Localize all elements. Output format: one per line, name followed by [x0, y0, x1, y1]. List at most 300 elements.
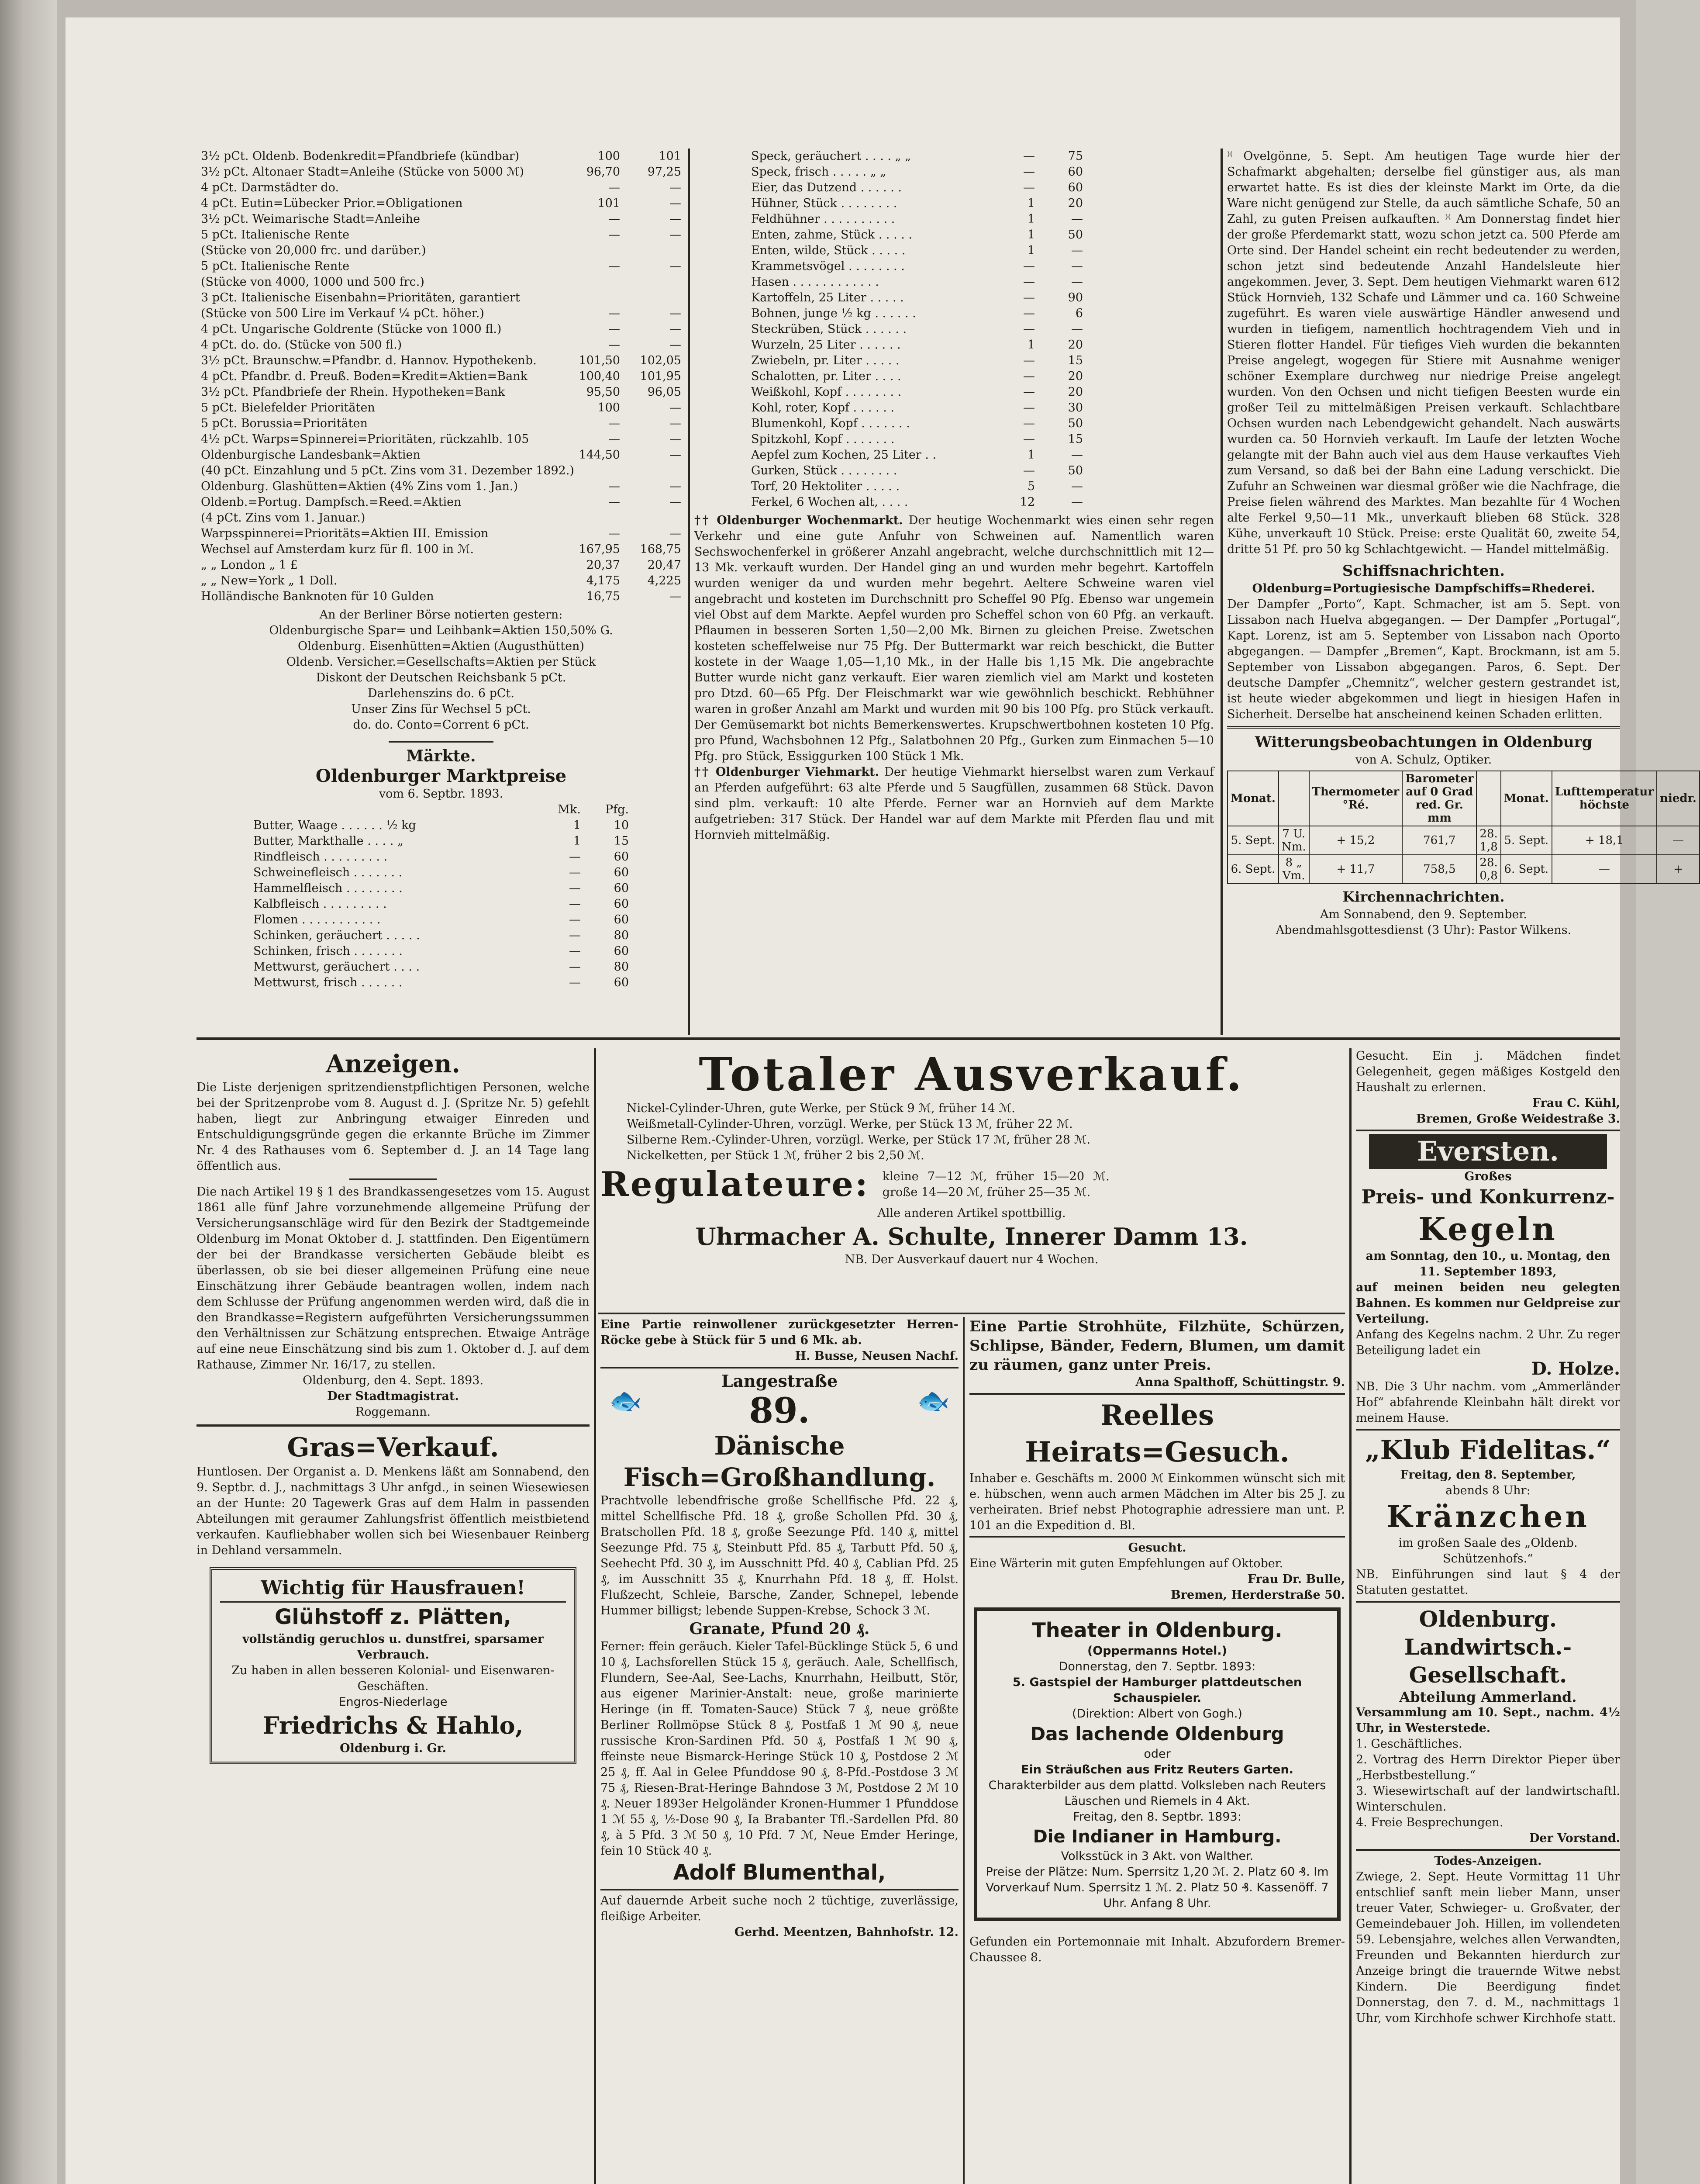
fish-icon-left: 🐟 — [609, 1386, 642, 1416]
market-row — [751, 149, 1083, 164]
market-mk: — — [1023, 322, 1035, 336]
market-item: Hammelfleisch . . . . . . . . — [253, 881, 403, 895]
market-mk: — — [1023, 291, 1035, 304]
finance-row — [201, 557, 681, 573]
finance-label: (4 pCt. Zins vom 1. Januar.) — [201, 511, 366, 525]
finance-row — [201, 211, 681, 227]
finance-value-bid: 100,40 — [579, 370, 620, 383]
ausverkauf-lines — [600, 1101, 1343, 1164]
market-mk: 1 — [573, 834, 581, 848]
market-header-pfg: Pfg. — [605, 803, 629, 816]
theater-dir: (Direktion: Albert von Gogh.) — [1072, 1707, 1242, 1721]
finance-row — [201, 526, 681, 542]
eversten-nb: NB. Die 3 Uhr nachm. vom „Ammerländer Hof“ abfahrende Kleinbahn hält direkt vor meinem Hause. — [1356, 1380, 1620, 1425]
market-row — [751, 369, 1083, 384]
klub-nb: NB. Einführungen sind laut § 4 der Statuten gestattet. — [1356, 1568, 1620, 1597]
market-row — [751, 243, 1083, 259]
maedchen-sign-1: Frau C. Kühl, — [1532, 1096, 1620, 1110]
market-mk: — — [1023, 385, 1035, 399]
finance-note: An der Berliner Börse notierten gestern: — [319, 608, 563, 622]
finance-label: 3 pCt. Italienische Eisenbahn=Prioritäten, garantiert — [201, 291, 520, 304]
market-item: Wurzeln, 25 Liter . . . . . . — [751, 338, 901, 352]
market-item: Flomen . . . . . . . . . . . — [253, 913, 381, 926]
market-item: Rindfleisch . . . . . . . . . — [253, 850, 388, 864]
weather-cell: + 11,7 — [1309, 855, 1403, 884]
finance-value-bid: 20,37 — [586, 558, 620, 572]
finance-label: 5 pCt. Italienische Rente — [201, 228, 350, 242]
klub-event: Kränzchen — [1386, 1500, 1590, 1534]
weather-cell: + — [1657, 855, 1700, 884]
eversten-kegeln: Kegeln — [1418, 1210, 1558, 1248]
weather-cell: 7 U. Nm. — [1279, 826, 1309, 855]
eversten-text: am Sonntag, den 10., u. Montag, den 11. September 1893, — [1366, 1249, 1610, 1279]
finance-value-bid — [559, 274, 620, 290]
landw-item: 4. Freie Besprechungen. — [1356, 1816, 1503, 1829]
theater-hotel: (Oppermanns Hotel.) — [1087, 1644, 1228, 1658]
klub-time: abends 8 Uhr: — [1445, 1484, 1531, 1497]
finance-row — [201, 274, 681, 290]
market-item: Kohl, roter, Kopf . . . . . . — [751, 401, 894, 415]
hausfrauen-where: Zu haben in allen besseren Kolonial- und Eisenwaren-Geschäften. — [231, 1664, 555, 1693]
market-pfg: — — [1071, 259, 1083, 273]
finance-label: 4 pCt. Pfandbr. d. Preuß. Boden=Kredit=Aktien=Bank — [201, 370, 528, 383]
finance-label: 4 pCt. Darmstädter do. — [201, 181, 339, 194]
market-item: Weißkohl, Kopf . . . . . . . . — [751, 385, 902, 399]
arbeit-text: Auf dauernde Arbeit suche noch 2 tüchtige, zuverlässige, fleißige Arbeiter. — [600, 1894, 959, 1923]
finance-row — [201, 321, 681, 337]
market-item: Butter, Markthalle . . . . „ — [253, 834, 403, 848]
market-item: Kartoffeln, 25 Liter . . . . . — [751, 291, 904, 304]
finance-label: (Stücke von 20,000 frc. und darüber.) — [201, 244, 426, 257]
weather-cell: 6. Sept. — [1501, 855, 1552, 884]
market-header-blank — [253, 802, 533, 818]
stroh-text: Eine Partie Strohhüte, Filzhüte, Schürzen, Schlipse, Bänder, Federn, Blumen, um damit zu räumen, ganz unter Preis. — [969, 1318, 1345, 1374]
finance-row — [201, 353, 681, 369]
section-rule — [197, 1037, 1620, 1040]
market-pfg: — — [1071, 448, 1083, 462]
market-pfg: 20 — [1068, 197, 1083, 210]
market-pfg: — — [1071, 275, 1083, 289]
eversten-sign: D. Holze. — [1531, 1358, 1620, 1379]
market-item: Bohnen, junge ½ kg . . . . . . — [751, 307, 916, 320]
finance-row — [201, 180, 681, 196]
finance-value-ask: — — [669, 417, 681, 430]
theater-gast: 5. Gastspiel der Hamburger plattdeutschen Schauspieler. — [1012, 1676, 1302, 1705]
market-header — [253, 802, 629, 818]
finance-label: 4 pCt. Ungarische Goldrente (Stücke von 1000 fl.) — [201, 322, 502, 336]
finance-note: Oldenburgische Spar= und Leihbank=Aktien 150,50% G. — [269, 624, 613, 637]
finance-value-ask: — — [669, 338, 681, 352]
market-pfg: 80 — [614, 929, 629, 942]
market-item: Steckrüben, Stück . . . . . . — [751, 322, 907, 336]
finance-label: Holländische Banknoten für 10 Gulden — [201, 590, 434, 603]
market-item: Hasen . . . . . . . . . . . . — [751, 275, 879, 289]
theater-play-2: Die Indianer in Hamburg. — [1033, 1827, 1282, 1847]
market-item: Blumenkohl, Kopf . . . . . . . — [751, 417, 910, 430]
market-item: Speck, frisch . . . . . „ „ — [751, 165, 886, 179]
fisch-column — [600, 1317, 959, 2184]
finance-row — [201, 306, 681, 321]
finance-row — [201, 494, 681, 510]
market-pfg: — — [1071, 212, 1083, 226]
finance-value-ask: 4,225 — [647, 574, 681, 587]
market-row — [751, 353, 1083, 369]
finance-label: 3½ pCt. Pfandbriefe der Rhein. Hypotheken=Bank — [201, 385, 505, 399]
right-ads-column — [1356, 1048, 1620, 2184]
finance-value-bid: 95,50 — [586, 385, 620, 399]
anzeigen-sign-3: Roggemann. — [355, 1405, 431, 1419]
finance-value-bid: 16,75 — [586, 590, 620, 603]
market-row — [253, 818, 629, 833]
middle-right-column — [969, 1317, 1345, 2184]
market-pfg: 15 — [614, 834, 629, 848]
finance-note: Oldenb. Versicher.=Gesellschafts=Aktien per Stück — [286, 655, 596, 669]
klub-place: im großen Saale des „Oldenb. Schützenhofs.“ — [1398, 1536, 1578, 1565]
column-rule — [1221, 149, 1223, 1035]
markets-title: Märkte. — [406, 747, 476, 765]
market-item: Hühner, Stück . . . . . . . . — [751, 197, 897, 210]
gesucht-sign-2: Bremen, Herderstraße 50. — [1170, 1588, 1345, 1602]
finance-notes — [201, 607, 681, 733]
weather-table — [1227, 771, 1700, 884]
market-pfg: — — [1071, 495, 1083, 509]
hausfrauen-product: Glühstoff z. Plätten, — [274, 1605, 512, 1629]
anzeigen-title: Anzeigen. — [326, 1050, 460, 1078]
market-item: Spitzkohl, Kopf . . . . . . . — [751, 432, 895, 446]
finance-label: Wechsel auf Amsterdam kurz für fl. 100 in ℳ. — [201, 543, 474, 556]
finance-value-bid: — — [608, 228, 620, 242]
finance-value-bid: — — [608, 338, 620, 352]
weather-row — [1228, 826, 1700, 855]
theater-ad — [974, 1607, 1341, 1921]
theater-desc: Charakterbilder aus dem plattd. Volksleben nach Reuters Läuschen und Riemels in 4 Akt. — [988, 1779, 1326, 1808]
market-pfg: 80 — [614, 960, 629, 974]
finance-value-bid: 144,50 — [579, 448, 620, 462]
market-item: Mettwurst, frisch . . . . . . — [253, 976, 403, 989]
finance-value-ask: 168,75 — [640, 543, 681, 556]
divider — [1356, 1849, 1620, 1851]
market-row — [751, 337, 1083, 353]
market-mk: — — [569, 866, 581, 879]
stroh-firm: Anna Spalthoff, Schüttingstr. 9. — [1135, 1375, 1345, 1389]
todes-title: Todes-Anzeigen. — [1434, 1854, 1542, 1868]
finance-label: (Stücke von 500 Lire im Verkauf ¼ pCt. höher.) — [201, 307, 484, 320]
anzeigen-text-1: Die Liste derjenigen spritzendienstpflichtigen Personen, welche bei der Spritzenprobe vom 8. August d. J. (Spritze Nr. 5) gefehlt haben, liegt zur Anbringung etwaiger Einreden und Entschuldigungsgründe gegen die erkannte Brüche im Zimmer Nr. 4 des Rathauses vom 6. September d. J. an 14 Tage lang öffentlich aus. — [197, 1081, 590, 1173]
finance-value-ask — [620, 290, 681, 306]
finance-note: Darlehenszins do. 6 pCt. — [368, 687, 514, 700]
todes-text: Zwiege, 2. Sept. Heute Vormittag 11 Uhr entschlief sanft mein lieber Mann, unser treuer Vater, Schwieger- u. Großvater, der Gemeindebauer Joh. Hillen, im vollendeten 59. Lebensjahre, welches allen Verwandten, Freunden und Bekannten hierdurch zur Anzeige bringt die trauernde Witwe nebst Kindern. Die Beerdigung findet Donnerstag, den 7. d. M., nachmittags 1 Uhr, vom Kirchhofe schwer Kirchhofe statt. — [1356, 1870, 1620, 2025]
finance-value-bid: — — [608, 417, 620, 430]
finance-label: 3½ pCt. Weimarische Stadt=Anleihe — [201, 212, 420, 226]
market-row — [751, 164, 1083, 180]
maedchen-sign-2: Bremen, Große Weidestraße 3. — [1416, 1112, 1620, 1126]
finance-label: Oldenb.=Portug. Dampfsch.=Reed.=Aktien — [201, 495, 462, 509]
divider — [1356, 1130, 1620, 1131]
market-pfg: 75 — [1068, 149, 1083, 163]
market-item: Schinken, geräuchert . . . . . — [253, 929, 420, 942]
market-pfg: 60 — [614, 944, 629, 958]
market-mk: 5 — [1027, 480, 1035, 493]
finance-row — [201, 589, 681, 605]
finance-value-ask: — — [669, 197, 681, 210]
column-rule — [688, 149, 690, 1035]
finance-row — [201, 432, 681, 447]
divider — [197, 1424, 590, 1427]
weather-cell: — — [1552, 855, 1657, 884]
finance-value-bid: — — [608, 480, 620, 493]
regulateure-prices: kleine 7—12 ℳ, früher 15—20 ℳ. große 14—20 ℳ, früher 25—35 ℳ. — [882, 1170, 1110, 1199]
finance-row — [201, 164, 681, 180]
weather-cell: 28. 1,8 — [1476, 826, 1500, 855]
column-rule — [1349, 1048, 1352, 2184]
market-mk: 1 — [1027, 212, 1035, 226]
market-row — [751, 479, 1083, 494]
market-row — [751, 290, 1083, 306]
gras-title: Gras=Verkauf. — [287, 1432, 499, 1463]
eversten-title: Eversten. — [1369, 1134, 1607, 1169]
market-mk: — — [1023, 307, 1035, 320]
divider — [1227, 726, 1620, 729]
market-pfg: — — [1071, 480, 1083, 493]
finance-note: Oldenburg. Eisenhütten=Aktien (Augusthütten) — [298, 639, 584, 653]
finance-value-bid: — — [608, 432, 620, 446]
market-item: Enten, zahme, Stück . . . . . — [751, 228, 912, 242]
reelles-title: Reelles Heirats=Gesuch. — [1025, 1399, 1290, 1469]
ausverkauf-line: Silberne Rem.-Cylinder-Uhren, vorzügl. Werke, per Stück 17 ℳ, früher 28 ℳ. — [627, 1133, 1091, 1147]
market-pfg: 60 — [1068, 181, 1083, 194]
weather-cell: 28. 0,8 — [1476, 855, 1500, 884]
market-mk: — — [1023, 275, 1035, 289]
finance-row — [201, 463, 681, 479]
theater-prices: Preise der Plätze: Num. Sperrsitz 1,20 ℳ. 2. Platz 60 ₰. Im Vorverkauf Num. Sperrsitz 1 ℳ. 2. Platz 50 ₰. Kassenöff. 7 Uhr. Anfang 8 Uhr. — [986, 1865, 1329, 1910]
anzeigen-sign-2: Der Stadtmagistrat. — [327, 1389, 459, 1403]
ausverkauf-line: Nickelketten, per Stück 1 ℳ, früher 2 bis 2,50 ℳ. — [627, 1149, 924, 1162]
market-mk: — — [1023, 149, 1035, 163]
weather-cell: + 15,2 — [1309, 826, 1403, 855]
market-row — [751, 274, 1083, 290]
finance-value-ask: — — [669, 212, 681, 226]
market-mk: — — [569, 850, 581, 864]
market-row — [253, 849, 629, 865]
market-item: Aepfel zum Kochen, 25 Liter . . — [751, 448, 937, 462]
finance-row — [201, 510, 681, 526]
finance-value-ask — [620, 510, 681, 526]
market-mk: — — [1023, 464, 1035, 477]
ausverkauf-nb: NB. Der Ausverkauf dauert nur 4 Wochen. — [845, 1253, 1099, 1266]
finance-value-ask: — — [669, 181, 681, 194]
finance-value-bid: — — [608, 259, 620, 273]
finance-row — [201, 573, 681, 589]
market-pfg: 60 — [614, 866, 629, 879]
market-pfg: — — [1071, 322, 1083, 336]
finance-value-ask — [620, 274, 681, 290]
divider — [600, 1889, 959, 1890]
market-mk: 1 — [1027, 197, 1035, 210]
finance-row — [201, 196, 681, 211]
market-pfg: 60 — [614, 897, 629, 911]
finance-value-ask: — — [669, 527, 681, 540]
finance-value-bid: — — [608, 527, 620, 540]
finance-row — [201, 243, 681, 259]
weather-header-cell: Lufttemperatur höchste — [1552, 771, 1657, 826]
market-row — [253, 896, 629, 912]
finance-table — [201, 149, 681, 605]
market-row — [253, 865, 629, 881]
theater-date: Donnerstag, den 7. Septbr. 1893: — [1059, 1660, 1256, 1673]
theater-fri: Freitag, den 8. Septbr. 1893: — [1073, 1810, 1241, 1824]
market-pfg: 60 — [1068, 165, 1083, 179]
market-pfg: 50 — [1068, 228, 1083, 242]
finance-label: 4 pCt. Eutin=Lübecker Prior.=Obligationen — [201, 197, 463, 210]
weather-cell: 8 „ Vm. — [1279, 855, 1309, 884]
landw-text: Versammlung am 10. Sept., nachm. 4½ Uhr, in Westerstede. — [1356, 1706, 1620, 1735]
finance-label: 5 pCt. Borussia=Prioritäten — [201, 417, 368, 430]
market-pfg: 10 — [614, 819, 629, 832]
gesucht-text: Eine Wärterin mit guten Empfehlungen auf Oktober. — [969, 1557, 1283, 1570]
market-row — [751, 196, 1083, 211]
finance-value-bid: — — [608, 181, 620, 194]
weather-cell: 6. Sept. — [1228, 855, 1279, 884]
finance-label: 5 pCt. Bielefelder Prioritäten — [201, 401, 375, 415]
landw-item: 1. Geschäftliches. — [1356, 1737, 1462, 1751]
maedchen-text: Gesucht. Ein j. Mädchen findet Gelegenheit, gegen mäßiges Kostgeld den Haushalt zu erlernen. — [1356, 1049, 1620, 1094]
finance-row — [201, 542, 681, 557]
market-item: Krammetsvögel . . . . . . . . — [751, 259, 905, 273]
market-header-mk: Mk. — [558, 803, 581, 816]
market-pfg: 6 — [1075, 307, 1083, 320]
hausfrauen-desc: vollständig geruchlos u. dunstfrei, sparsamer Verbrauch. — [242, 1632, 544, 1662]
viehmarkt-title: †† Oldenburger Viehmarkt. — [694, 765, 879, 779]
divider — [1356, 1601, 1620, 1603]
weather-header-cell: Barometer auf 0 Grad red. Gr. mm — [1402, 771, 1476, 826]
uhrmacher: Uhrmacher A. Schulte, Innerer Damm 13. — [695, 1223, 1248, 1251]
market-prices-list — [201, 802, 681, 991]
weather-header-row — [1228, 771, 1700, 826]
eversten-preis: Preis- und Konkurrenz- — [1361, 1186, 1615, 1208]
gefunden-text: Gefunden ein Portemonnaie mit Inhalt. Abzufordern Bremer-Chaussee 8. — [969, 1935, 1345, 1964]
finance-value-ask — [628, 463, 681, 479]
market-row — [751, 180, 1083, 196]
finance-row — [201, 447, 681, 463]
finance-label: Warpsspinnerei=Prioritäts=Aktien III. Emission — [201, 527, 489, 540]
market-row — [751, 211, 1083, 227]
ausverkauf-ad — [600, 1048, 1343, 1310]
market-row — [751, 306, 1083, 321]
market-item: Torf, 20 Hektoliter . . . . . — [751, 480, 900, 493]
hausfrauen-ad — [210, 1567, 576, 1764]
market-item: Butter, Waage . . . . . . ½ kg — [253, 819, 416, 832]
market-pfg: 20 — [1068, 338, 1083, 352]
market-item: Schweinefleisch . . . . . . . — [253, 866, 403, 879]
fisch-number: 89. — [749, 1390, 810, 1431]
divider — [969, 1393, 1345, 1395]
weather-cell: 5. Sept. — [1228, 826, 1279, 855]
market-row — [751, 400, 1083, 416]
finance-label: Oldenburgische Landesbank=Aktien — [201, 448, 421, 462]
ausverkauf-line: Weißmetall-Cylinder-Uhren, vorzügl. Werke, per Stück 13 ℳ, früher 22 ℳ. — [627, 1117, 1073, 1131]
landw-item: 3. Wiesewirtschaft auf der landwirtschaftl. Winterschulen. — [1356, 1784, 1620, 1814]
market-mk: 1 — [573, 819, 581, 832]
market-row — [253, 975, 629, 991]
market-item: Feldhühner . . . . . . . . . . — [751, 212, 895, 226]
market-mk: 12 — [1020, 495, 1035, 509]
market-pfg: 60 — [614, 850, 629, 864]
hausfrauen-city: Oldenburg i. Gr. — [340, 1742, 446, 1755]
market-mk: 1 — [1027, 338, 1035, 352]
market-mk: — — [1023, 165, 1035, 179]
finance-value-bid: 101 — [597, 197, 620, 210]
finance-value-ask: — — [669, 322, 681, 336]
finance-value-ask: — — [669, 401, 681, 415]
arbeit-sign: Gerhd. Meentzen, Bahnhofstr. 12. — [734, 1925, 959, 1939]
market-pfg: 20 — [1068, 370, 1083, 383]
finance-value-bid: 4,175 — [586, 574, 620, 587]
market-row — [751, 447, 1083, 463]
finance-value-ask: 96,05 — [647, 385, 681, 399]
theater-play: Das lachende Oldenburg — [1030, 1723, 1284, 1745]
shipping-text: Der Dampfer „Porto“, Kapt. Schmacher, ist am 5. Sept. von Lissabon nach Huelva abgegangen. — Der Dampfer „Portugal“, Kapt. Lorenz, ist am 5. September von Lissabon nach Oporto abgegangen. — Dampfer „Bremen“, Kapt. Brockmann, ist am 5. September von Lissabon abgegangen. Paros, 6. Sept. Der deutsche Dampfer „Chemnitz“, welcher gestern gestrandet ist, ist heute wieder abgekommen und liegt in hiesigen Hafen in Sicherheit. Derselbe hat anscheinend keinen Schaden erlitten. — [1227, 598, 1620, 721]
finance-value-ask: 101,95 — [640, 370, 681, 383]
market-item: Schalotten, pr. Liter . . . . — [751, 370, 901, 383]
market-mk: — — [1023, 401, 1035, 415]
shipping-subtitle: Oldenburg=Portugiesische Dampfschiffs=Rhederei. — [1252, 582, 1595, 595]
church-text: Am Sonnabend, den 9. September. — [1320, 908, 1527, 921]
market-pfg: 60 — [614, 913, 629, 926]
hausfrauen-engros: Engros-Niederlage — [338, 1695, 448, 1709]
finance-label: „ „ New=York „ 1 Doll. — [201, 574, 338, 587]
market-pfg: 60 — [614, 881, 629, 895]
theater-title: Theater in Oldenburg. — [1032, 1618, 1283, 1642]
finance-label: (40 pCt. Einzahlung und 5 pCt. Zins vom 31. Dezember 1892.) — [201, 464, 574, 477]
herren-text: Eine Partie reinwollener zurückgesetzter Herren-Röcke gebe à Stück für 5 und 6 Mk. ab. — [600, 1318, 959, 1347]
news-text: ⁾⁽ Ovelgönne, 5. Sept. Am heutigen Tage wurde hier der Schafmarkt abgehalten; derselbe fiel günstiger aus, als man erwartet hatte. Es ist dies der kleinste Markt im Orte, da die Ware nicht genügend zur Stelle, da auch sämtliche Schafe, 50 an Zahl, zu guten Preisen aufkauften. ⁾⁽ Am Donnerstag findet hier der große Pferdemarkt statt, wozu schon jetzt ca. 500 Pferde am Orte sind. Der Handel scheint ein recht bedeutender zu werden, schon jetzt sind bedeutende Anzahl Handelsleute hier angekommen. Jever, 3. Sept. Dem heutigen Viehmarkt waren 612 Stück Hornvieh, 132 Schafe und Lämmer und ca. 160 Schweine zugeführt. Es waren viele auswärtige Händler anwesend und wurden in tiefigem, namentlich hochtragendem Vieh und in Stieren flotter Handel. Für tiefiges Vieh wurden die bekannten Preise angelegt, wogegen für Stiere mit Ausnahme weniger schöner Exemplare durchweg nur niedrige Preise angelegt wurden. Von den Ochsen und nicht tiefigen Beesten wurde ein großer Teil zu mittelmäßigen Preisen verkauft. Schlachtbare Ochsen wurden nach Lebendgewicht gehandelt. Nach auswärts wurden ca. 50 Hornvieh verkauft. Im Laufe der letzten Woche gelangte mit der Bahn auch viel aus dem Hause verkauftes Vieh zum Versand, so daß bei der Bahn eine Ladung verschickt. Die Zufuhr an Schweinen war diesmal größer wie die Nachfrage, die Preise fielen während des Marktes. Man bezahlte für 4 Wochen alte Ferkel 9,50—11 Mk., unverkauft blieben 68 Stück. 328 Kühe, unverkauft 10 Stück. Preise: erste Qualität 60, zweite 54, dritte 51 Pf. pro 50 kg Schlachtgewicht. — Handel mittelmäßig. — [1227, 149, 1620, 556]
finance-label: (Stücke von 4000, 1000 und 500 frc.) — [201, 275, 424, 289]
market-column-2 — [694, 149, 1214, 1044]
landw-sub: Abteilung Ammerland. — [1399, 1689, 1577, 1705]
wochenmarkt-title: †† Oldenburger Wochenmarkt. — [694, 514, 903, 527]
reelles-text: Inhaber e. Geschäfts m. 2000 ℳ Einkommen wünscht sich mit e. hübschen, wenn auch armen Mädchen im Alter bis 25 J. zu verheiraten. Brief nebst Photographie adressiere man unt. P. 101 an die Expedition d. Bl. — [969, 1472, 1345, 1532]
shipping-title: Schiffsnachrichten. — [1342, 562, 1505, 580]
market-mk: — — [569, 881, 581, 895]
landw-item: 2. Vortrag des Herrn Direktor Pieper über „Herbstbestellung.“ — [1356, 1753, 1620, 1782]
market-item: Kalbfleisch . . . . . . . . . — [253, 897, 387, 911]
market-row — [253, 943, 629, 959]
market-item: Zwiebeln, pr. Liter . . . . . — [751, 354, 900, 367]
finance-label: 3½ pCt. Altonaer Stadt=Anleihe (Stücke von 5000 ℳ) — [201, 165, 524, 179]
finance-value-bid — [574, 463, 628, 479]
weather-header-cell: Monat. — [1228, 771, 1279, 826]
column-rule — [594, 1048, 596, 2184]
market-mk: — — [569, 913, 581, 926]
weather-cell: — — [1657, 826, 1700, 855]
gesucht-title: Gesucht. — [1128, 1541, 1186, 1555]
market-pfg: 15 — [1068, 432, 1083, 446]
finance-column — [201, 149, 681, 1044]
market-mk: 1 — [1027, 448, 1035, 462]
finance-row — [201, 290, 681, 306]
market-row — [253, 928, 629, 943]
market-row — [253, 833, 629, 849]
market-row — [751, 494, 1083, 510]
finance-row — [201, 416, 681, 432]
weather-cell: 5. Sept. — [1501, 826, 1552, 855]
weather-cell: 758,5 — [1402, 855, 1476, 884]
regulateure-label: Regulateure: — [600, 1165, 869, 1204]
market-row — [253, 881, 629, 896]
weather-row — [1228, 855, 1700, 884]
finance-value-ask: — — [669, 495, 681, 509]
market-pfg: 15 — [1068, 354, 1083, 367]
